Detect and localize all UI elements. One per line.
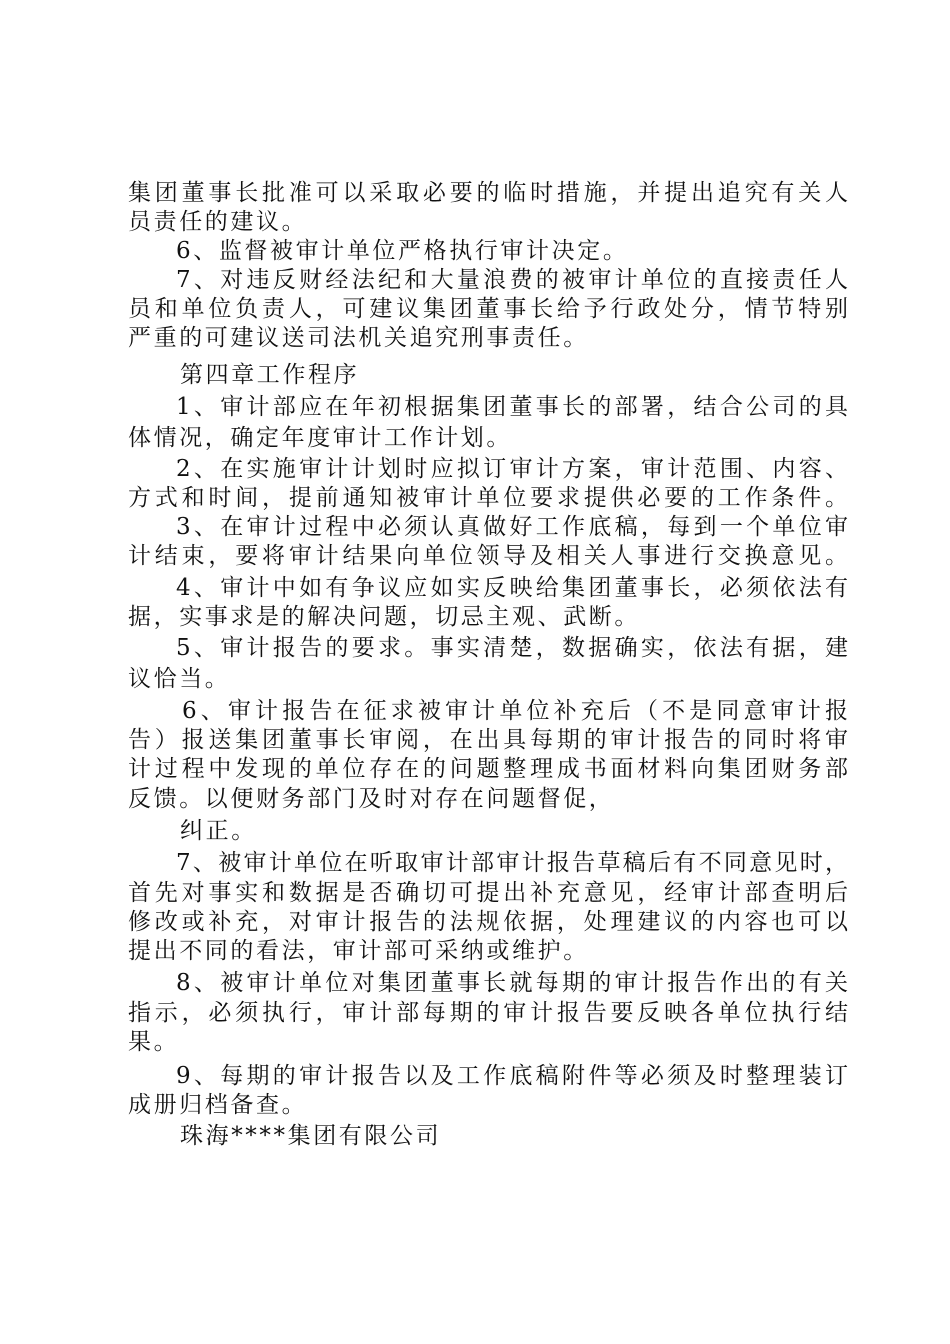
body-line: 提出不同的看法，审计部可采纳或维护。 <box>128 938 589 964</box>
body-line: 方式和时间，提前通知被审计单位要求提供必要的工作条件。 <box>128 485 848 511</box>
body-line: 反馈。以便财务部门及时对存在问题督促， <box>128 786 615 812</box>
procedure-6-line: 6、审计报告在征求被审计单位补充后（不是同意审计报 <box>182 698 848 724</box>
body-line: 纠正。 <box>180 818 257 844</box>
body-line: 员责任的建议。 <box>128 209 308 235</box>
body-line: 果。 <box>128 1029 180 1055</box>
body-line: 成册归档备查。 <box>128 1092 308 1118</box>
body-line: 议恰当。 <box>128 666 231 692</box>
procedure-7-line: 7、被审计单位在听取审计部审计报告草稿后有不同意见时， <box>176 850 848 876</box>
body-line: 严重的可建议送司法机关追究刑事责任。 <box>128 325 589 351</box>
procedure-2-line: 2、在实施审计计划时应拟订审计方案，审计范围、内容、 <box>176 456 848 482</box>
body-line: 体情况，确定年度审计工作计划。 <box>128 425 512 451</box>
body-line: 员和单位负责人，可建议集团董事长给予行政处分，情节特别 <box>128 296 848 322</box>
body-line: 首先对事实和数据是否确切可提出补充意见，经审计部查明后 <box>128 880 848 906</box>
procedure-1-line: 1、审计部应在年初根据集团董事长的部署，结合公司的具 <box>176 394 848 420</box>
item-7-violations-line: 7、对违反财经法纪和大量浪费的被审计单位的直接责任人 <box>176 267 848 293</box>
body-line: 告）报送集团董事长审阅，在出具每期的审计报告的同时将审 <box>128 727 848 753</box>
body-line: 集团董事长批准可以采取必要的临时措施，并提出追究有关人 <box>128 180 848 206</box>
body-line: 计结束，要将审计结果向单位领导及相关人事进行交换意见。 <box>128 543 848 569</box>
procedure-8-line: 8、被审计单位对集团董事长就每期的审计报告作出的有关 <box>176 970 848 996</box>
chapter-heading: 第四章工作程序 <box>180 362 360 388</box>
body-line: 据，实事求是的解决问题，切忌主观、武断。 <box>128 604 640 630</box>
procedure-3-line: 3、在审计过程中必须认真做好工作底稿，每到一个单位审 <box>176 514 848 540</box>
procedure-5-line: 5、审计报告的要求。事实清楚，数据确实，依法有据，建 <box>176 635 848 661</box>
company-signature: 珠海****集团有限公司 <box>180 1123 442 1149</box>
procedure-4-line: 4、审计中如有争议应如实反映给集团董事长，必须依法有 <box>176 575 848 601</box>
procedure-9-line: 9、每期的审计报告以及工作底稿附件等必须及时整理装订 <box>176 1063 848 1089</box>
item-6-supervise-line: 6、监督被审计单位严格执行审计决定。 <box>176 238 629 264</box>
body-line: 计过程中发现的单位存在的问题整理成书面材料向集团财务部 <box>128 756 848 782</box>
body-line: 修改或补充，对审计报告的法规依据，处理建议的内容也可以 <box>128 909 848 935</box>
body-line: 指示，必须执行，审计部每期的审计报告要反映各单位执行结 <box>128 1000 848 1026</box>
